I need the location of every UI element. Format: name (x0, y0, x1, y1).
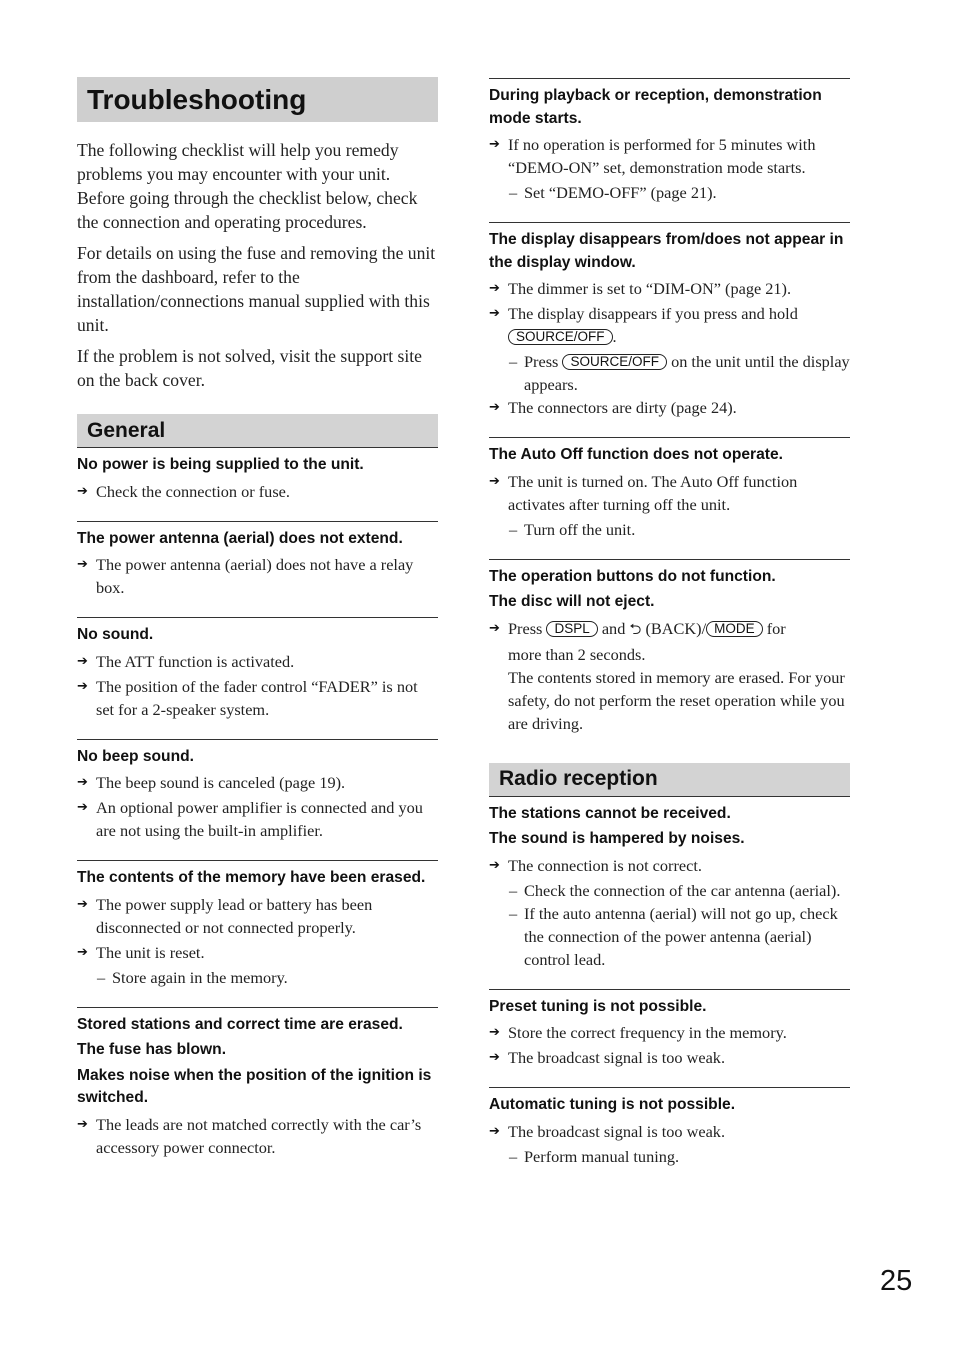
trouble-item (489, 559, 850, 735)
trouble-item (77, 454, 438, 503)
general-list (77, 454, 438, 1159)
dash-icon: – (97, 967, 106, 987)
mode-key: MODE (706, 621, 763, 637)
dash-icon: – (509, 352, 518, 371)
item-heading: No sound. (77, 626, 154, 643)
arrow-icon: ➔ (489, 137, 500, 152)
bullet-item (489, 396, 850, 419)
item-heading: The contents of the memory have been erased. (77, 869, 426, 886)
trouble-item (77, 521, 438, 600)
bullet-text: and (601, 618, 626, 638)
trouble-item (489, 803, 850, 971)
bullet-text: The connection is not correct. (508, 855, 702, 875)
bullet-text: (BACK)/ (645, 618, 707, 638)
bullet-text: The connectors are dirty (page 24). (508, 398, 737, 417)
intro (77, 138, 438, 392)
page-number: 25 (880, 1265, 913, 1297)
item-heading: The fuse has blown. (77, 1041, 227, 1058)
arrow-icon: ➔ (77, 944, 88, 960)
bullet-item (489, 1120, 850, 1143)
bullet-text: The power supply lead or battery has been disconnected or not connected properly. (96, 894, 373, 937)
right-column (489, 78, 850, 1186)
bullet-item (77, 675, 438, 721)
bullet-text: Store the correct frequency in the memory. (508, 1023, 787, 1042)
arrow-icon: ➔ (489, 620, 500, 636)
intro-paragraph: For details on using the fuse and removing the unit from the dashboard, refer to the installation/connections manual supplied with this unit. (77, 243, 436, 335)
dash-icon: – (509, 183, 518, 202)
bullet-item (77, 796, 438, 842)
arrow-icon: ➔ (489, 306, 500, 321)
trouble-item (77, 860, 438, 989)
title-bar (77, 77, 438, 122)
sub-item (489, 902, 850, 971)
section-title: General (87, 418, 166, 442)
arrow-icon: ➔ (77, 653, 88, 669)
bullet-item (489, 277, 850, 300)
sub-item (77, 966, 438, 989)
bullet-text: The broadcast signal is too weak. (508, 1121, 726, 1141)
sub-text: Turn off the unit. (524, 519, 636, 539)
item-heading: The stations cannot be received. (489, 804, 731, 822)
sub-text: Perform manual tuning. (524, 1146, 680, 1166)
arrow-icon: ➔ (77, 557, 88, 572)
item-heading: The operation buttons do not function. (489, 567, 776, 585)
radio-list (489, 803, 850, 1168)
bullet-item (77, 1113, 438, 1159)
bullet-item (489, 470, 850, 516)
item-heading: During playback or reception, demonstration mode starts. (489, 87, 822, 127)
trouble-item (489, 78, 850, 204)
arrow-icon: ➔ (77, 775, 88, 790)
dash-icon: – (509, 1146, 518, 1166)
bullet-item (77, 771, 438, 794)
arrow-icon: ➔ (489, 400, 500, 415)
sub-item (489, 181, 850, 204)
source-off-key: SOURCE/OFF (562, 354, 667, 370)
source-off-key: SOURCE/OFF (508, 329, 613, 345)
bullet-text: for (766, 618, 786, 638)
sub-text: Press (524, 352, 559, 371)
trouble-item (77, 739, 438, 843)
item-heading: Automatic tuning is not possible. (489, 1096, 736, 1113)
intro-paragraph: If the problem is not solved, visit the support site on the back cover. (77, 346, 422, 390)
sub-item (489, 350, 850, 396)
arrow-icon: ➔ (489, 1123, 500, 1139)
dspl-key: DSPL (546, 621, 597, 637)
bullet-item (77, 650, 438, 673)
arrow-icon: ➔ (77, 483, 88, 499)
bullet-item (489, 302, 850, 348)
section-header-general (77, 414, 438, 448)
intro-paragraph: The following checklist will help you remedy problems you may encounter with your unit. Before going through the checklist below, check the connection and operating procedures. (77, 140, 418, 232)
arrow-icon: ➔ (489, 473, 500, 489)
trouble-item (77, 617, 438, 721)
arrow-icon: ➔ (77, 678, 88, 694)
bullet-text: Check the connection or fuse. (96, 481, 290, 501)
section-header-radio (489, 763, 850, 797)
bullet-item (77, 553, 438, 599)
bullet-text: The dimmer is set to “DIM-ON” (page 21). (508, 279, 792, 298)
item-heading: The display disappears from/does not appear in the display window. (489, 231, 844, 271)
item-heading: No beep sound. (77, 747, 194, 765)
bullet-text: The position of the fader control “FADER” is not set for a 2-speaker system. (96, 676, 418, 719)
bullet-text: The power antenna (aerial) does not have a relay box. (96, 555, 414, 597)
bullet-item (489, 854, 850, 877)
trouble-item (489, 437, 850, 541)
item-heading: Makes noise when the position of the ignition is switched. (77, 1066, 432, 1106)
arrow-icon: ➔ (77, 896, 88, 912)
arrow-icon: ➔ (489, 1025, 500, 1040)
page-title: Troubleshooting (87, 83, 307, 115)
bullet-text: The leads are not matched correctly with the car’s accessory power connector. (96, 1114, 422, 1157)
dash-icon: – (509, 519, 518, 539)
bullet-item (77, 941, 438, 964)
sub-item (489, 1145, 850, 1168)
bullet-item (77, 893, 438, 939)
dash-icon: – (509, 880, 518, 900)
bullet-item (489, 1046, 850, 1069)
bullet-text: The display disappears if you press and hold (508, 304, 798, 323)
bullet-item (77, 480, 438, 503)
bullet-item (489, 1021, 850, 1044)
continuation-text: The contents stored in memory are erased. For your safety, do not perform the reset operation while you are driving. (508, 667, 845, 733)
item-heading: The Auto Off function does not operate. (489, 446, 783, 463)
dash-icon: – (509, 903, 518, 923)
item-heading: Stored stations and correct time are erased. (77, 1015, 403, 1033)
bullet-text: . (612, 327, 617, 346)
trouble-item (489, 222, 850, 419)
item-heading: The sound is hampered by noises. (489, 830, 745, 847)
sub-item (489, 879, 850, 902)
sub-text: on the unit until the display appears. (524, 352, 850, 394)
sub-text: If the auto antenna (aerial) will not go up, check the connection of the power antenna (aerial) control lead. (524, 903, 838, 969)
bullet-text: The unit is turned on. The Auto Off function activates after turning off the unit. (508, 471, 798, 514)
trouble-item (489, 1087, 850, 1168)
trouble-item (77, 1007, 438, 1159)
bullet-text: Press (508, 618, 543, 638)
arrow-icon: ➔ (489, 1050, 500, 1065)
item-heading: The disc will not eject. (489, 593, 655, 610)
back-icon: ⮌ (629, 619, 642, 638)
arrow-icon: ➔ (77, 800, 88, 815)
bullet-text: The beep sound is canceled (page 19). (96, 773, 346, 792)
bullet-text: An optional power amplifier is connected and you are not using the built-in amplifier. (96, 798, 423, 840)
trouble-item (489, 989, 850, 1070)
left-column (77, 77, 438, 1177)
sub-text: Store again in the memory. (112, 967, 288, 987)
continuation-text: more than 2 seconds. (508, 644, 646, 664)
sub-text: Check the connection of the car antenna (aerial). (524, 880, 841, 900)
section-title: Radio reception (499, 767, 658, 790)
bullet-text: The broadcast signal is too weak. (508, 1048, 726, 1067)
arrow-icon: ➔ (77, 1116, 88, 1132)
arrow-icon: ➔ (489, 857, 500, 873)
item-heading: No power is being supplied to the unit. (77, 456, 364, 473)
item-heading: Preset tuning is not possible. (489, 997, 707, 1015)
arrow-icon: ➔ (489, 281, 500, 296)
bullet-text: The ATT function is activated. (96, 651, 295, 671)
bullet-item (489, 617, 850, 641)
sub-item (489, 518, 850, 541)
bullet-item (489, 133, 850, 179)
bullet-text: The unit is reset. (96, 942, 205, 962)
bullet-text: If no operation is performed for 5 minutes with “DEMO-ON” set, demonstration mode starts. (508, 135, 816, 177)
sub-text: Set “DEMO-OFF” (page 21). (524, 183, 717, 202)
item-heading: The power antenna (aerial) does not extend. (77, 529, 403, 547)
